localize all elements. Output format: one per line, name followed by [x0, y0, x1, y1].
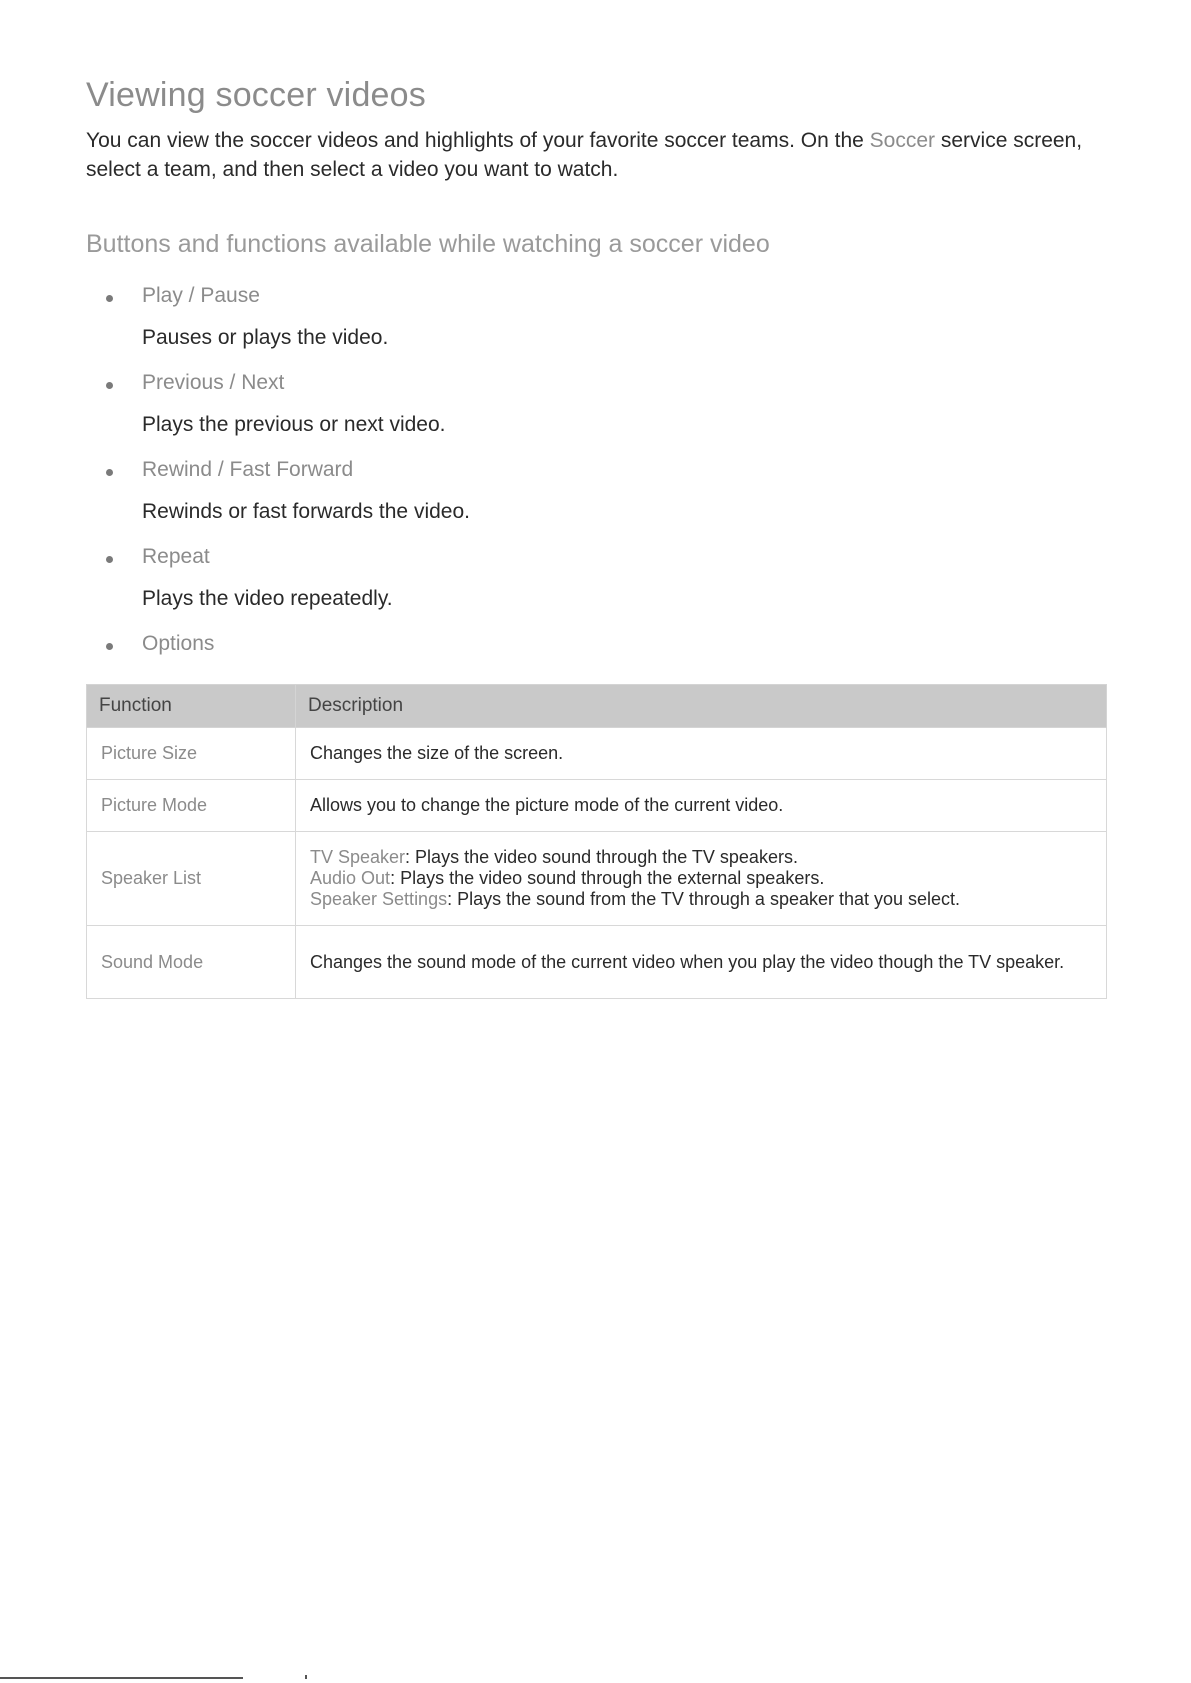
speaker-option-term: Speaker Settings [310, 889, 448, 909]
list-item-label: Previous / Next [142, 371, 285, 394]
function-cell: Speaker List [87, 832, 296, 926]
list-item-description: Pauses or plays the video. [142, 326, 389, 349]
speaker-option-line [310, 889, 1092, 910]
list-item-label: Play / Pause [142, 284, 260, 307]
intro-paragraph [86, 126, 1106, 184]
column-header-description: Description [296, 685, 1107, 728]
page-title: Viewing soccer videos [86, 76, 426, 114]
description-cell [296, 832, 1107, 926]
list-item-label: Rewind / Fast Forward [142, 458, 354, 481]
list-item-description: Plays the video repeatedly. [142, 587, 393, 610]
intro-text-after: service screen, select a team, and then select a video you want to watch. [86, 129, 1083, 181]
list-item-description: Rewinds or fast forwards the video. [142, 500, 470, 523]
function-cell: Picture Mode [87, 780, 296, 832]
bullet-icon [106, 643, 113, 650]
section-subtitle: Buttons and functions available while watching a soccer video [86, 230, 770, 258]
list-item-description: Plays the previous or next video. [142, 413, 446, 436]
list-item-previous-next [86, 370, 1086, 457]
bullet-icon [106, 295, 113, 302]
bullet-icon [106, 556, 113, 563]
bullet-icon [106, 382, 113, 389]
footer-tick-mark [305, 1675, 307, 1679]
speaker-option-line [310, 868, 1092, 889]
list-item-label: Options [142, 632, 215, 655]
speaker-option-text: : Plays the video sound through the external speakers. [390, 868, 825, 888]
list-item-play-pause [86, 283, 1086, 370]
speaker-option-text: : Plays the video sound through the TV speakers. [405, 847, 798, 867]
list-item-repeat [86, 544, 1086, 631]
table-header-row [87, 685, 1107, 728]
button-function-list [86, 283, 1086, 718]
intro-text-before: You can view the soccer videos and highlights of your favorite soccer teams. On the [86, 129, 870, 152]
description-cell: Allows you to change the picture mode of the current video. [296, 780, 1107, 832]
list-item-label: Repeat [142, 545, 210, 568]
description-cell: Changes the size of the screen. [296, 728, 1107, 780]
table-row [87, 832, 1107, 926]
intro-highlight-soccer: Soccer [869, 129, 936, 152]
function-cell: Picture Size [87, 728, 296, 780]
speaker-option-line [310, 847, 1092, 868]
speaker-option-term: Audio Out [310, 868, 391, 888]
speaker-option-term: TV Speaker [310, 847, 406, 867]
list-item-rewind-fast-forward [86, 457, 1086, 544]
bullet-icon [106, 469, 113, 476]
function-cell: Sound Mode [87, 926, 296, 999]
column-header-function: Function [87, 685, 296, 728]
options-table [86, 684, 1107, 999]
table-row [87, 926, 1107, 999]
table-row [87, 780, 1107, 832]
footer-rule [0, 1677, 243, 1679]
description-cell: Changes the sound mode of the current video when you play the video though the TV speaker. [296, 926, 1107, 999]
table-row [87, 728, 1107, 780]
speaker-option-text: : Plays the sound from the TV through a speaker that you select. [447, 889, 961, 909]
